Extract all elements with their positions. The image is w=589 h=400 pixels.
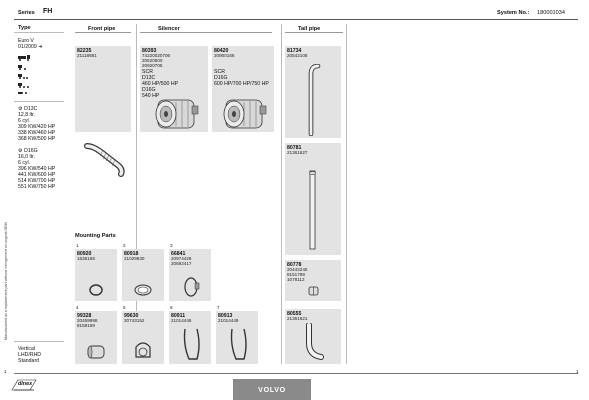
bracket-image (179, 325, 203, 363)
hose-clamp-image (181, 275, 201, 299)
dinex-logo-text: dinex (18, 381, 33, 387)
part-number: 80778 (287, 262, 302, 268)
item-index: 5 (123, 305, 126, 310)
config-line: Vertical (18, 346, 36, 352)
part-number: 80420 (214, 48, 229, 54)
page-header (0, 0, 589, 20)
part-number: 80555 (287, 311, 302, 317)
config-block (18, 346, 41, 364)
dinex-logo (10, 378, 38, 392)
page-number-right: 1 (576, 369, 579, 374)
part-card-silencer-1[interactable] (140, 46, 208, 132)
item-index: 1 (76, 243, 79, 248)
clamp-ring-image (87, 283, 105, 297)
engine-line: 6 cyl. (18, 160, 31, 166)
part-number: 80781 (287, 145, 302, 151)
item-index: 6 (170, 305, 173, 310)
engine-line: 12,8 ltr. (18, 112, 36, 118)
engine-block-1 (18, 106, 55, 142)
oem-number: 20542108 (287, 53, 308, 58)
type-label: Type (18, 25, 31, 31)
part-card-tail-pipe-4[interactable] (285, 309, 341, 364)
silencer-desc: D13C (142, 75, 156, 81)
part-number: 82235 (77, 48, 92, 54)
item-index: 2 (123, 243, 126, 248)
mounting-card-6[interactable] (169, 311, 211, 364)
config-line: LHD/RHD (18, 352, 42, 358)
engine-name: D13C (24, 106, 38, 112)
mounting-parts-title: Mounting Parts (75, 233, 116, 239)
series-label: Series (18, 10, 35, 16)
mounting-card-2[interactable] (122, 249, 164, 301)
u-bolt-clamp-image (132, 341, 154, 361)
oem-number: 20743152 (124, 318, 145, 323)
front-pipe-image (83, 116, 128, 178)
oem-number: 21361627 (287, 150, 308, 155)
oem-number: 20459998 8158159 (77, 318, 98, 328)
tail-pipe-elbow-image (301, 323, 327, 363)
part-number: 80911 (171, 313, 186, 319)
band-clamp-image (132, 283, 154, 297)
part-number: 99328 (77, 313, 92, 319)
item-index: 7 (217, 305, 220, 310)
bracket-image (226, 325, 250, 363)
header-rule (14, 19, 578, 20)
side-note: Manufactured as a replacement part without infringement on original OEM (4, 222, 8, 340)
part-number: 80920 (77, 251, 92, 257)
oem-number: 21029630 (124, 256, 145, 261)
part-card-front-pipe[interactable] (75, 46, 131, 132)
part-card-tail-pipe-2[interactable] (285, 143, 341, 255)
part-number: 66841 (171, 251, 186, 257)
tail-pipe-image (307, 64, 321, 136)
engine-line: 6 cyl. (18, 118, 31, 124)
mounting-card-4[interactable] (75, 311, 117, 364)
oem-number: 20974426 20692417 (171, 256, 192, 266)
config-line: Standard (18, 358, 40, 364)
engine-line: 16,0 ltr. (18, 154, 36, 160)
item-index: 4 (76, 305, 79, 310)
engine-line: 514 KW/700 HP (18, 178, 56, 184)
item-index: 3 (170, 243, 173, 248)
engine-line: 441 KW/600 HP (18, 172, 56, 178)
silencer-desc: 600 HP/700 HP/750 HP (214, 81, 269, 87)
part-card-tail-pipe-3[interactable] (285, 260, 341, 301)
mounting-card-5[interactable] (122, 311, 164, 364)
sleeve-image (85, 343, 107, 361)
silencer-desc: SCR (142, 69, 153, 75)
arrow-right-icon: ➜ (38, 44, 43, 50)
silencer-desc: 460 HP/500 HP (142, 81, 179, 87)
part-number: 80918 (124, 251, 139, 257)
engine-line: 368 KW/500 HP (18, 136, 56, 142)
oem-number: 1636168 (77, 256, 95, 261)
euro-norm: Euro V (18, 38, 34, 44)
silencer-desc: D16G (142, 87, 156, 93)
oem-number: 21361621 (287, 316, 308, 321)
page-number-left: 1 (4, 369, 7, 374)
column-front-pipe: Front pipe (88, 26, 116, 32)
mounting-card-1[interactable] (75, 249, 117, 301)
sidebar (18, 22, 68, 367)
clamp-image (307, 284, 321, 298)
system-label: System No.: (497, 10, 530, 16)
model-date: 01/2009 (18, 44, 37, 50)
silencer-desc: SCR (214, 69, 225, 75)
engine-line: 338 KW/460 HP (18, 130, 56, 136)
engine-block-2 (18, 148, 55, 190)
column-tail-pipe: Tail pipe (298, 26, 321, 32)
part-number: 80393 (142, 48, 157, 54)
brand-name: VOLVO (258, 385, 286, 394)
engine-icon: ⚙ (18, 106, 23, 112)
mounting-card-7[interactable] (216, 311, 258, 364)
system-value: 180001034 (537, 10, 565, 16)
silencer-image (220, 96, 270, 132)
series-value: FH (43, 8, 53, 15)
part-number: 99630 (124, 313, 139, 319)
engine-line: 396 KW/540 HP (18, 166, 56, 172)
oem-number: 21014446 (171, 318, 192, 323)
silencer-image (152, 96, 202, 132)
engine-icon: ⚙ (18, 148, 23, 154)
part-card-silencer-2[interactable] (212, 46, 274, 132)
vehicle-type-icons (18, 54, 48, 94)
mounting-card-3[interactable] (169, 249, 211, 301)
part-number: 80913 (218, 313, 233, 319)
footer-rule (14, 373, 578, 374)
engine-name: D16G (24, 148, 38, 154)
part-number: 81734 (287, 48, 302, 54)
brand-badge (233, 379, 311, 400)
silencer-desc: 540 HP (142, 93, 160, 99)
oem-number: 74220020706 20620600 20920705 (142, 53, 171, 68)
oem-number: 20900166 (214, 53, 235, 58)
oem-number: 21118681 (77, 53, 97, 58)
oem-number: 20442245 8151798 1078112 (287, 267, 308, 282)
column-silencer: Silencer (158, 26, 180, 32)
tail-pipe-image (307, 169, 319, 253)
engine-line: 551 KW/750 HP (18, 184, 56, 190)
part-card-tail-pipe-1[interactable] (285, 46, 341, 138)
oem-number: 21014449 (218, 318, 239, 323)
engine-line: 309 KW/420 HP (18, 124, 56, 130)
silencer-desc: D16G (214, 75, 228, 81)
